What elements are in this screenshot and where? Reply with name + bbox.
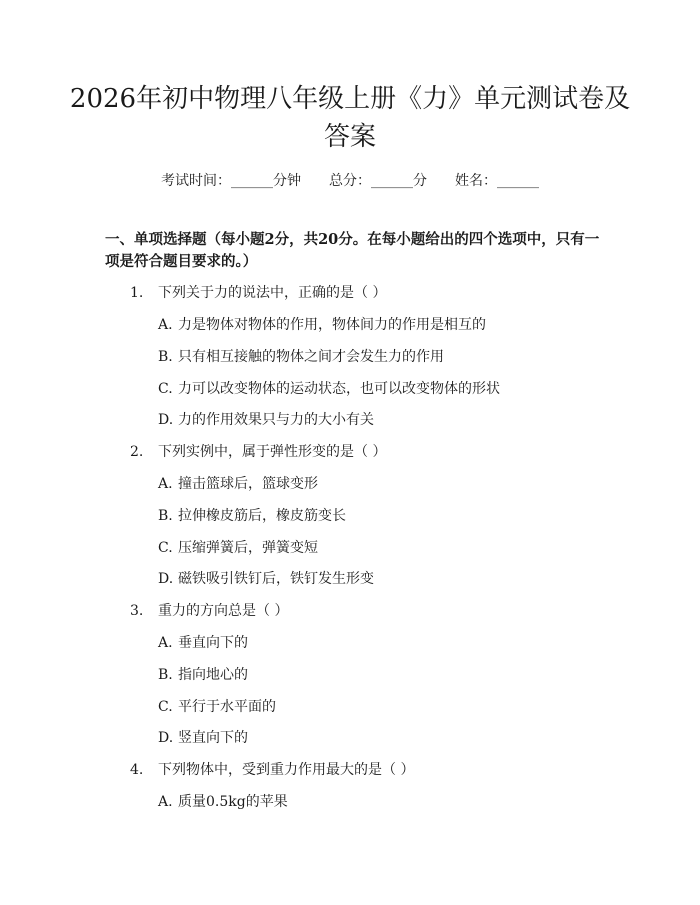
option-letter: A. <box>158 317 173 333</box>
option-letter: D. <box>158 730 174 746</box>
option-1c[interactable] <box>158 378 500 398</box>
option-text: 只有相互接触的物体之间才会发生力的作用 <box>178 349 444 365</box>
question-text: 下列实例中，属于弹性形变的是（ ） <box>158 444 387 460</box>
exam-time-label: 考试时间：______分钟 <box>161 173 301 189</box>
option-text: 力可以改变物体的运动状态，也可以改变物体的形状 <box>178 381 500 397</box>
question-4 <box>130 759 414 779</box>
option-text: 压缩弹簧后，弹簧变短 <box>178 540 318 556</box>
question-number: 2. <box>130 444 144 460</box>
total-score-label: 总分：______分 <box>329 173 427 189</box>
option-letter: D. <box>158 412 174 428</box>
option-letter: A. <box>158 635 173 651</box>
option-1d[interactable] <box>158 409 374 429</box>
question-number: 4. <box>130 762 144 778</box>
option-letter: B. <box>158 508 173 524</box>
option-letter: A. <box>158 794 173 810</box>
question-2 <box>130 441 386 461</box>
option-2c[interactable] <box>158 537 318 557</box>
option-letter: B. <box>158 349 173 365</box>
question-text: 重力的方向总是（ ） <box>158 603 289 619</box>
option-3b[interactable] <box>158 664 248 684</box>
question-number: 1. <box>130 285 144 301</box>
option-4a[interactable] <box>158 791 288 811</box>
option-2a[interactable] <box>158 473 318 493</box>
question-3 <box>130 600 288 620</box>
option-letter: C. <box>158 699 173 715</box>
option-2d[interactable] <box>158 568 374 588</box>
option-3d[interactable] <box>158 727 248 747</box>
option-text: 垂直向下的 <box>178 635 248 651</box>
option-3a[interactable] <box>158 632 248 652</box>
section-heading: 一、单项选择题（每小题2分，共20分。在每小题给出的四个选项中，只有一项是符合题目要求的。） <box>105 231 600 270</box>
option-letter: C. <box>158 381 173 397</box>
option-1b[interactable] <box>158 346 444 366</box>
option-text: 磁铁吸引铁钉后，铁钉发生形变 <box>178 571 374 587</box>
question-number: 3. <box>130 603 144 619</box>
option-text: 力的作用效果只与力的大小有关 <box>178 412 374 428</box>
option-text: 拉伸橡皮筋后，橡皮筋变长 <box>178 508 346 524</box>
name-label: 姓名：______ <box>455 173 539 189</box>
question-1 <box>130 282 386 302</box>
exam-meta <box>0 170 700 190</box>
question-text: 下列关于力的说法中，正确的是（ ） <box>158 285 387 301</box>
option-letter: D. <box>158 571 174 587</box>
option-text: 指向地心的 <box>178 667 248 683</box>
option-letter: C. <box>158 540 173 556</box>
option-text: 竖直向下的 <box>178 730 248 746</box>
option-text: 撞击篮球后，篮球变形 <box>178 476 318 492</box>
option-letter: B. <box>158 667 173 683</box>
option-text: 质量0.5kg的苹果 <box>178 794 288 810</box>
option-letter: A. <box>158 476 173 492</box>
question-text: 下列物体中，受到重力作用最大的是（ ） <box>158 762 415 778</box>
option-text: 平行于水平面的 <box>178 699 276 715</box>
option-3c[interactable] <box>158 696 276 716</box>
page-title: 2026年初中物理八年级上册《力》单元测试卷及答案 <box>69 84 631 152</box>
option-1a[interactable] <box>158 314 486 334</box>
option-text: 力是物体对物体的作用，物体间力的作用是相互的 <box>178 317 486 333</box>
option-2b[interactable] <box>158 505 346 525</box>
